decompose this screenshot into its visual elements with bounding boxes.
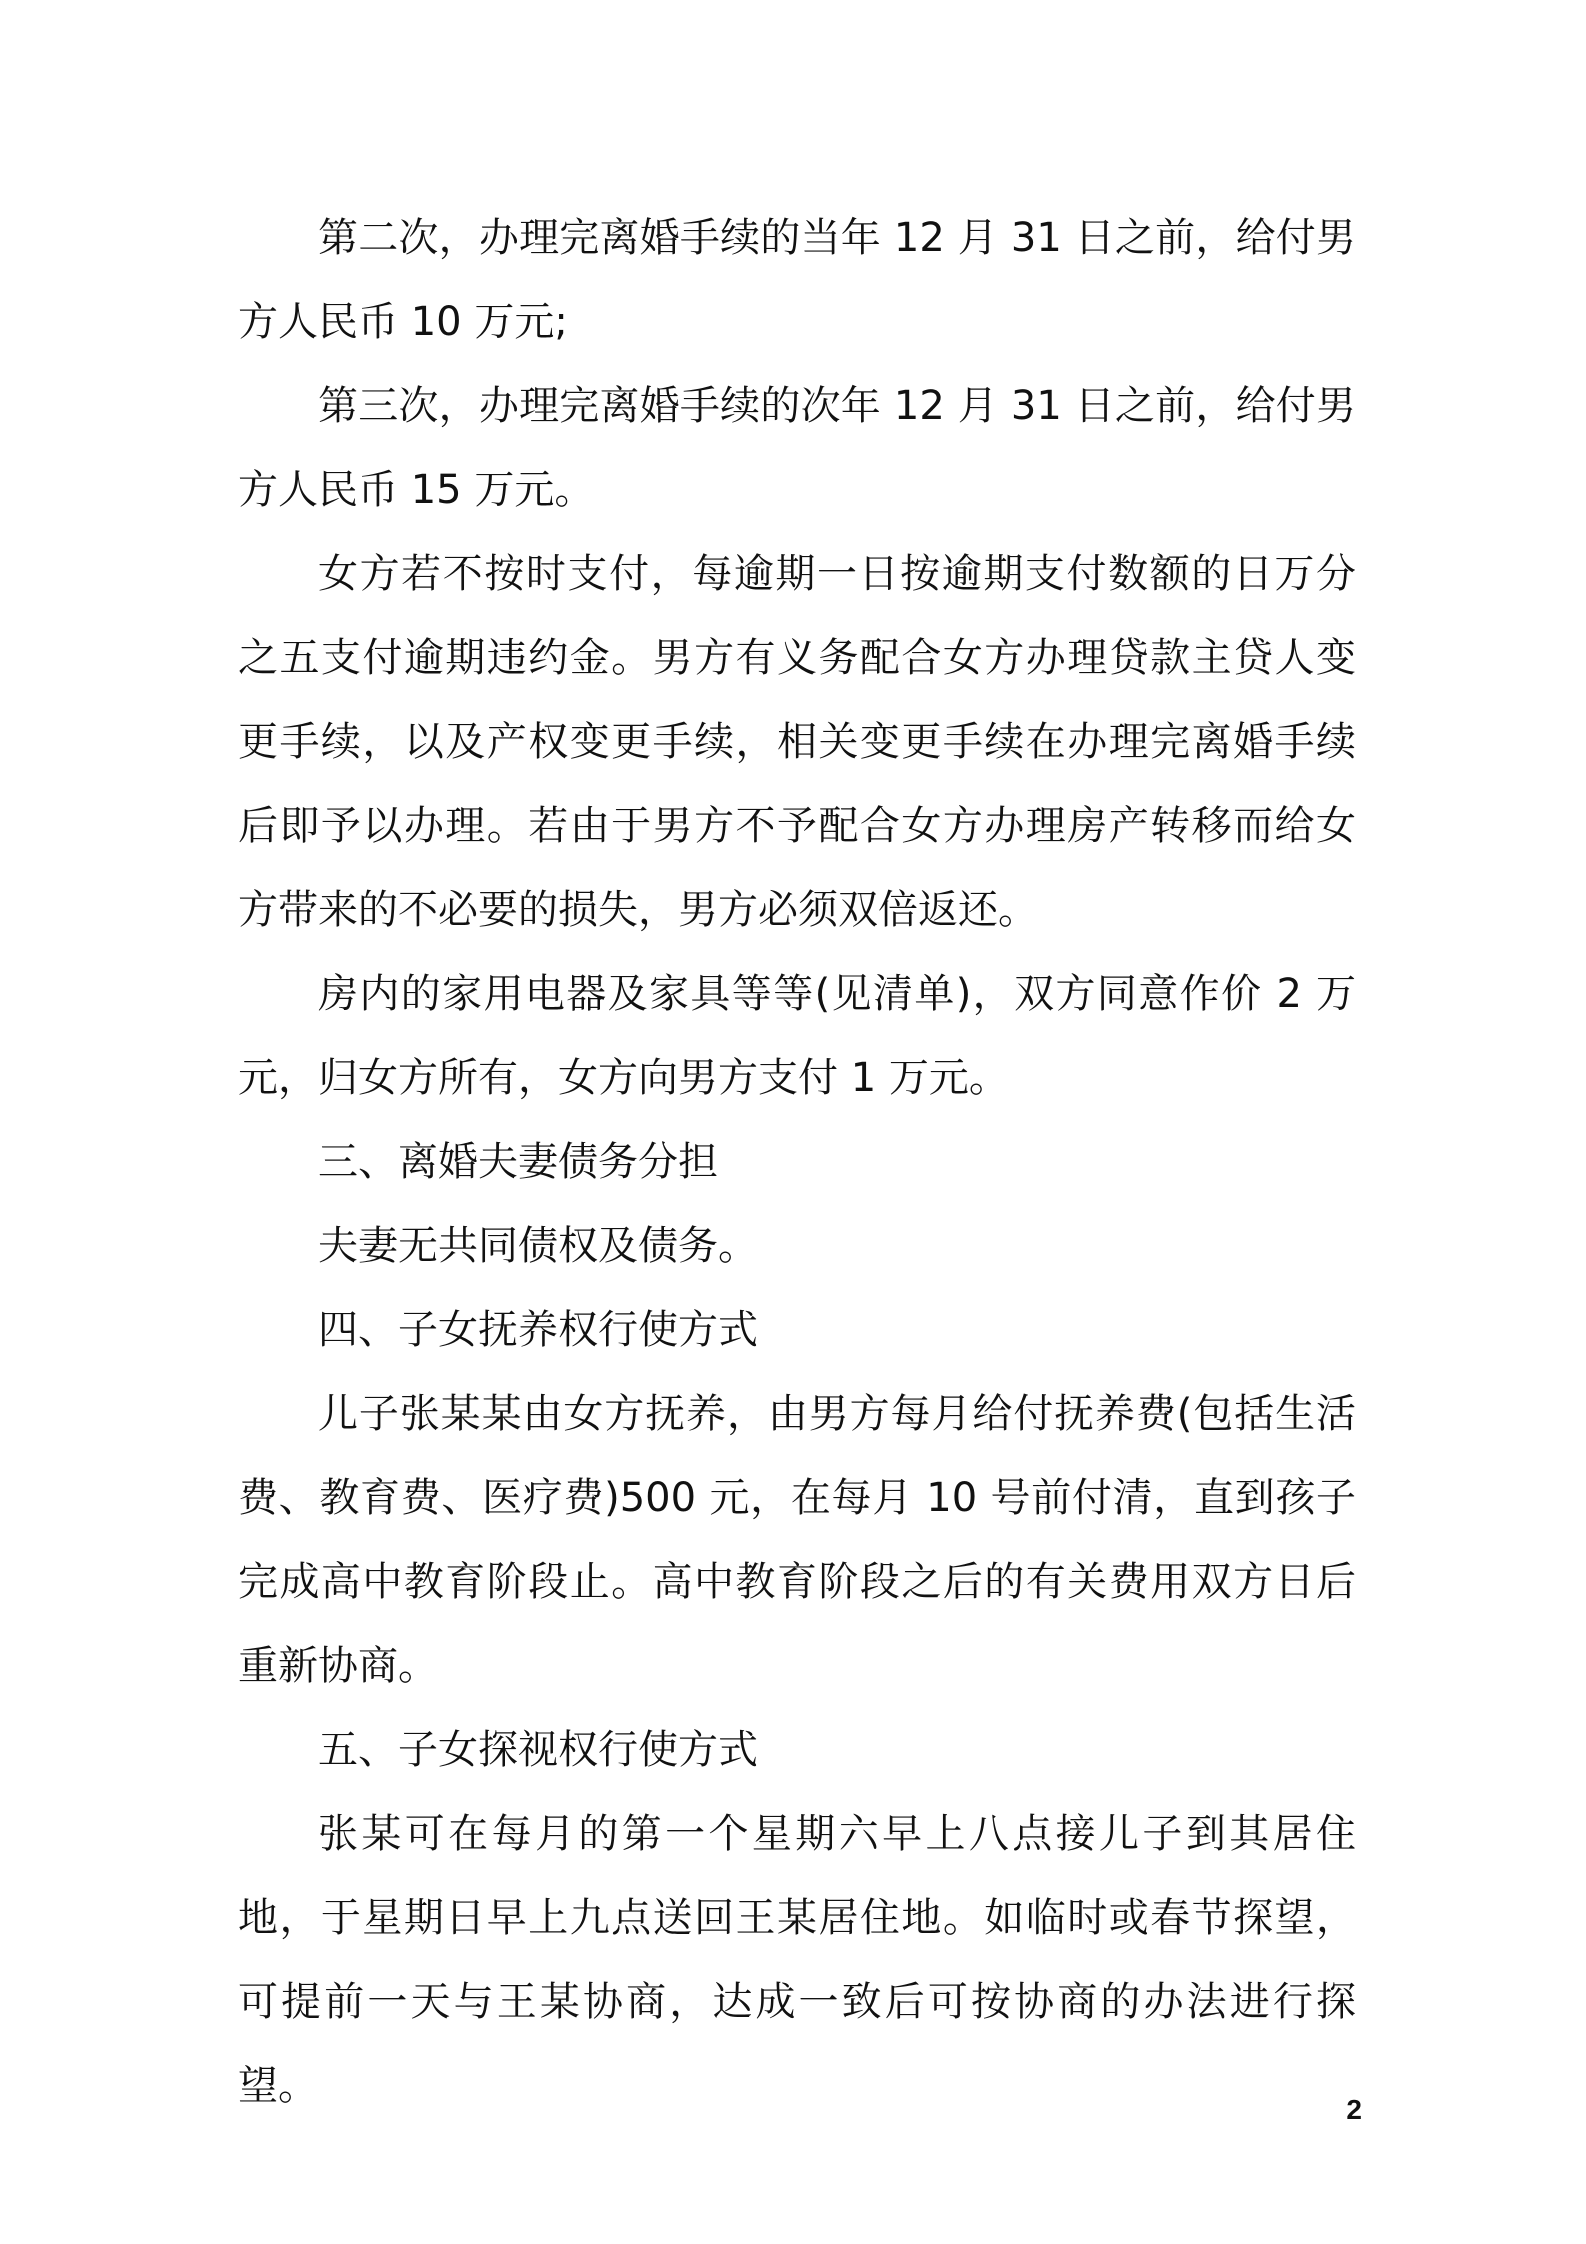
paragraph-visitation: 张某可在每月的第一个星期六早上八点接儿子到其居住地，于星期日早上九点送回王某居住地。如临时或春节探望，可提前一天与王某协商，达成一致后可按协商的办法进行探望。 [238,1811,1356,2109]
section-heading-debts: 三、离婚夫妻债务分担 [318,1139,718,1185]
paragraph-custody: 儿子张某某由女方抚养，由男方每月给付抚养费(包括生活费、教育费、医疗费)500 元，在每月 10 号前付清，直到孩子完成高中教育阶段止。高中教育阶段之后的有关费用双方日后重新协商。 [238,1391,1356,1689]
paragraph-payment-second: 第二次，办理完离婚手续的当年 12 月 31 日之前，给付男方人民币 10 万元; [238,215,1356,345]
section-heading-custody: 四、子女抚养权行使方式 [318,1307,758,1353]
page-number: 2 [1346,2094,1362,2125]
paragraph-late-penalty: 女方若不按时支付，每逾期一日按逾期支付数额的日万分之五支付逾期违约金。男方有义务配合女方办理贷款主贷人变更手续，以及产权变更手续，相关变更手续在办理完离婚手续后即予以办理。若由于男方不予配合女方办理房产转移而给女方带来的不必要的损失，男方必须双倍返还。 [238,551,1356,933]
section-heading-visitation: 五、子女探视权行使方式 [318,1727,758,1773]
paragraph-debts: 夫妻无共同债权及债务。 [318,1223,758,1269]
paragraph-furniture-appliances: 房内的家用电器及家具等等(见清单)，双方同意作价 2 万元，归女方所有，女方向男方支付 1 万元。 [238,971,1356,1101]
document-body [238,196,1356,2128]
paragraph-payment-third: 第三次，办理完离婚手续的次年 12 月 31 日之前，给付男方人民币 15 万元。 [238,383,1356,513]
